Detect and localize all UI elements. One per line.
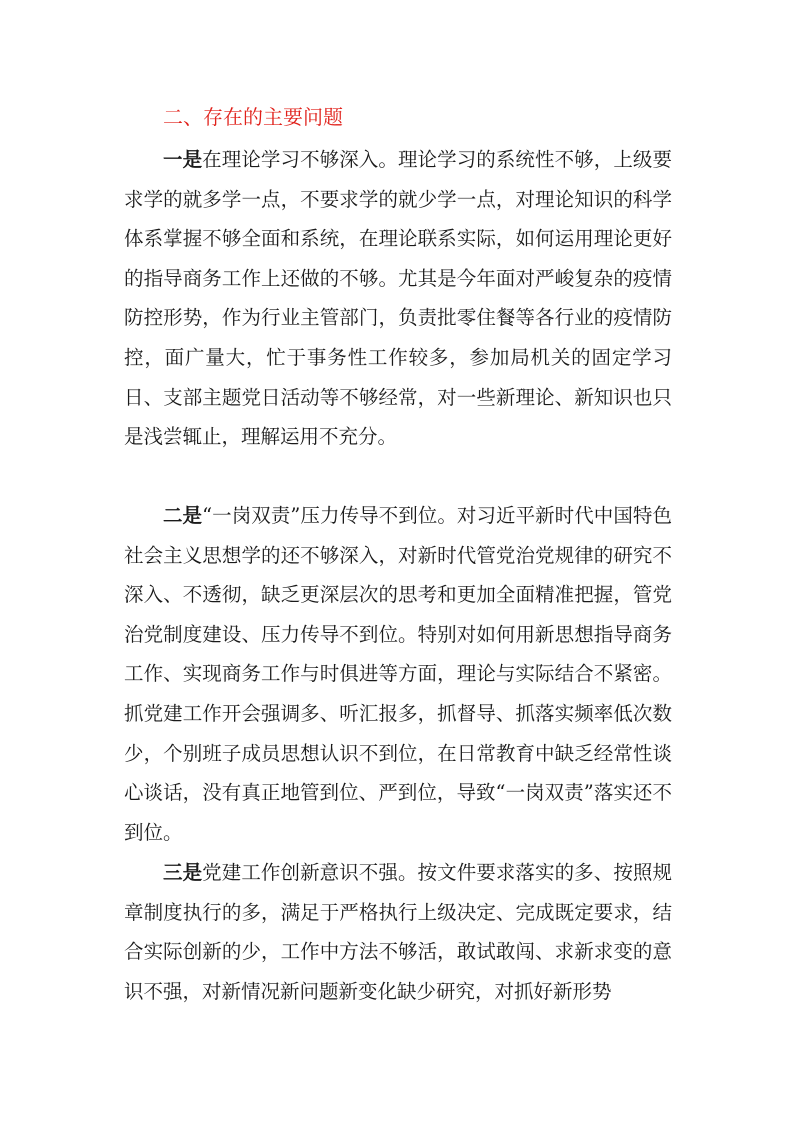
paragraph-1-lead: 一是 <box>163 148 203 171</box>
paragraph-2 <box>124 496 672 852</box>
paragraph-3-lead: 三是 <box>163 861 203 884</box>
paragraph-3-text: 党建工作创新意识不强。按文件要求落实的多、按照规章制度执行的多，满足于严格执行上级决定、完成既定要求，结合实际创新的少，工作中方法不够活，敢试敢闯、求新求变的意识不强，对新情况新问题新变化缺少研究，对抓好新形势 <box>124 861 672 1003</box>
section-heading: 二、存在的主要问题 <box>163 105 343 129</box>
paragraph-3 <box>124 853 672 1011</box>
paragraph-2-text: “一岗双责”压力传导不到位。对习近平新时代中国特色社会主义思想学的还不够深入，对新时代管党治党规律的研究不深入、不透彻，缺乏更深层次的思考和更加全面精准把握，管党治党制度建设、压力传导不到位。特别对如何用新思想指导商务工作、实现商务工作与时俱进等方面，理论与实际结合不紧密。抓党建工作开会强调多、听汇报多，抓督导、抓落实频率低次数少，个别班子成员思想认识不到位，在日常教育中缺乏经常性谈心谈话，没有真正地管到位、严到位，导致“一岗双责”落实还不到位。 <box>124 504 672 844</box>
paragraph-1-text: 在理论学习不够深入。理论学习的系统性不够，上级要求学的就多学一点，不要求学的就少学一点，对理论知识的科学体系掌握不够全面和系统，在理论联系实际，如何运用理论更好的指导商务工作上还做的不够。尤其是今年面对严峻复杂的疫情防控形势，作为行业主管部门，负责批零住餐等各行业的疫情防控，面广量大，忙于事务性工作较多，参加局机关的固定学习日、支部主题党日活动等不够经常，对一些新理论、新知识也只是浅尝辄止，理解运用不充分。 <box>124 148 672 449</box>
paragraph-1 <box>124 140 672 457</box>
paragraph-2-lead: 二是 <box>163 504 203 527</box>
